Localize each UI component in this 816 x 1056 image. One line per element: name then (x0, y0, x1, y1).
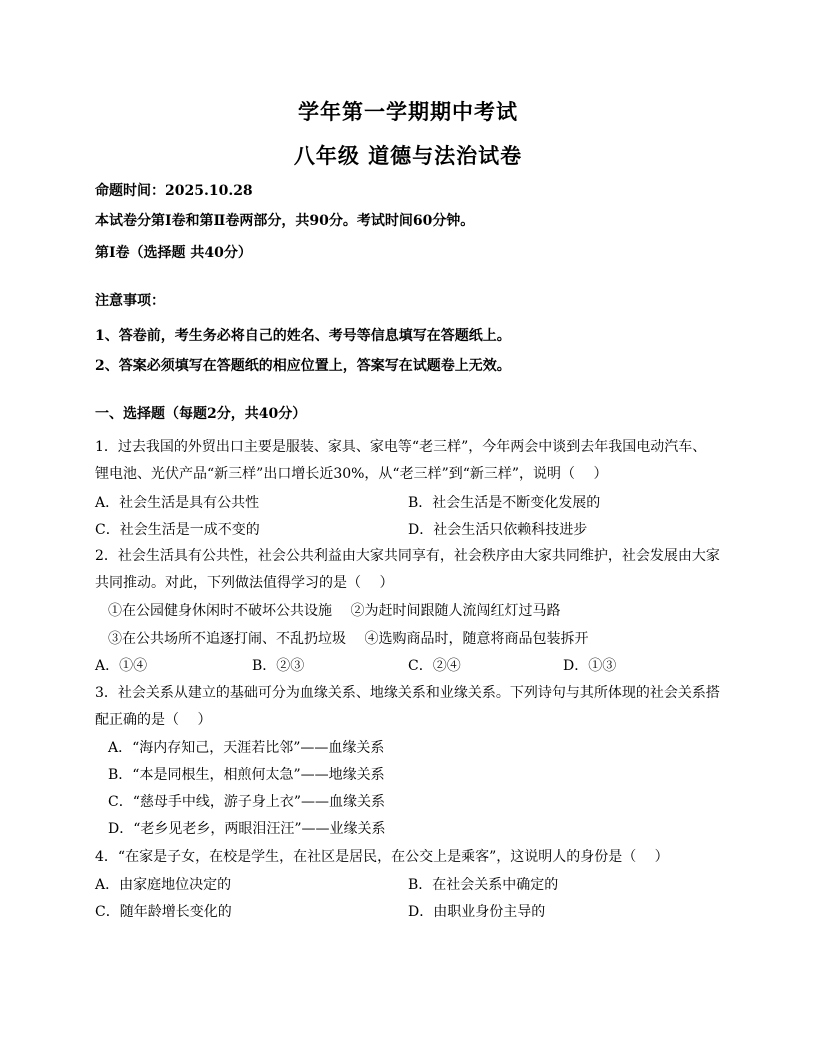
question-2-option-d: D．①③ (563, 658, 617, 674)
note-2: 2、答案必须填写在答题纸的相应位置上，答案写在试题卷上无效。 (95, 358, 511, 374)
note-1: 1、答卷前，考生务必将自己的姓名、考号等信息填写在答题纸上。 (95, 328, 511, 344)
notes-title: 注意事项： (95, 293, 165, 309)
question-4-option-a: A．由家庭地位决定的 (95, 877, 232, 893)
question-1-stem-line-2: 锂电池、光伏产品“新三样”出口增长近30%，从“老三样”到“新三样”，说明（ ） (95, 466, 608, 482)
question-3-stem-line-1: 3．社会关系从建立的基础可分为血缘关系、地缘关系和业缘关系。下列诗句与其所体现的社会关系搭 (95, 685, 720, 701)
question-3-option-b: B．“本是同根生，相煎何太急”——地缘关系 (108, 767, 385, 783)
question-3-option-c: C．“慈母手中线，游子身上衣”——血缘关系 (108, 794, 386, 810)
date-line: 命题时间：2025.10.28 (95, 183, 253, 199)
question-4-option-b: B．在社会关系中确定的 (408, 877, 559, 893)
exam-description: 本试卷分第Ⅰ卷和第Ⅱ卷两部分，共90分。考试时间60分钟。 (95, 213, 475, 229)
question-2-items-line-2: ③在公共场所不追逐打闹、不乱扔垃圾 ④选购商品时，随意将商品包装拆开 (108, 631, 589, 647)
question-2-option-a: A．①④ (95, 658, 148, 674)
question-3-option-a: A．“海内存知己，天涯若比邻”——血缘关系 (108, 740, 385, 756)
question-1-option-b: B．社会生活是不断变化发展的 (408, 495, 601, 511)
question-2-items-line-1: ①在公园健身休闲时不破坏公共设施 ②为赶时间跟随人流闯红灯过马路 (108, 603, 561, 619)
question-4-option-c: C．随年龄增长变化的 (95, 904, 232, 920)
question-2-stem-line-1: 2．社会生活具有公共性，社会公共利益由大家共同享有，社会秩序由大家共同维护，社会发展由大家 (95, 548, 720, 564)
question-2-option-b: B．②③ (252, 658, 305, 674)
question-2-stem-line-2: 共同推动。对此，下列做法值得学习的是（ ） (95, 575, 394, 591)
question-1-stem-line-1: 1．过去我国的外贸出口主要是服装、家具、家电等“老三样”，今年两会中谈到去年我国电动汽车、 (95, 439, 707, 455)
question-4-stem: 4．“在家是子女，在校是学生，在社区是居民，在公交上是乘客”，这说明人的身份是（ ） (95, 849, 669, 865)
exam-title: 学年第一学期期中考试 (298, 99, 518, 124)
question-1-option-d: D．社会生活只依赖科技进步 (408, 522, 588, 538)
question-4-option-d: D．由职业身份主导的 (408, 904, 546, 920)
question-3-option-d: D．“老乡见老乡，两眼泪汪汪”——业缘关系 (108, 821, 386, 837)
question-2-option-c: C．②④ (408, 658, 461, 674)
section1-heading: 一、选择题（每题2分，共40分） (95, 406, 307, 422)
exam-subtitle: 八年级 道德与法治试卷 (293, 143, 523, 168)
question-1-option-c: C．社会生活是一成不变的 (95, 522, 260, 538)
question-3-stem-line-2: 配正确的是（ ） (95, 712, 212, 728)
question-1-option-a: A．社会生活是具有公共性 (95, 495, 260, 511)
part1-heading: 第Ⅰ卷（选择题 共40分） (95, 245, 252, 261)
